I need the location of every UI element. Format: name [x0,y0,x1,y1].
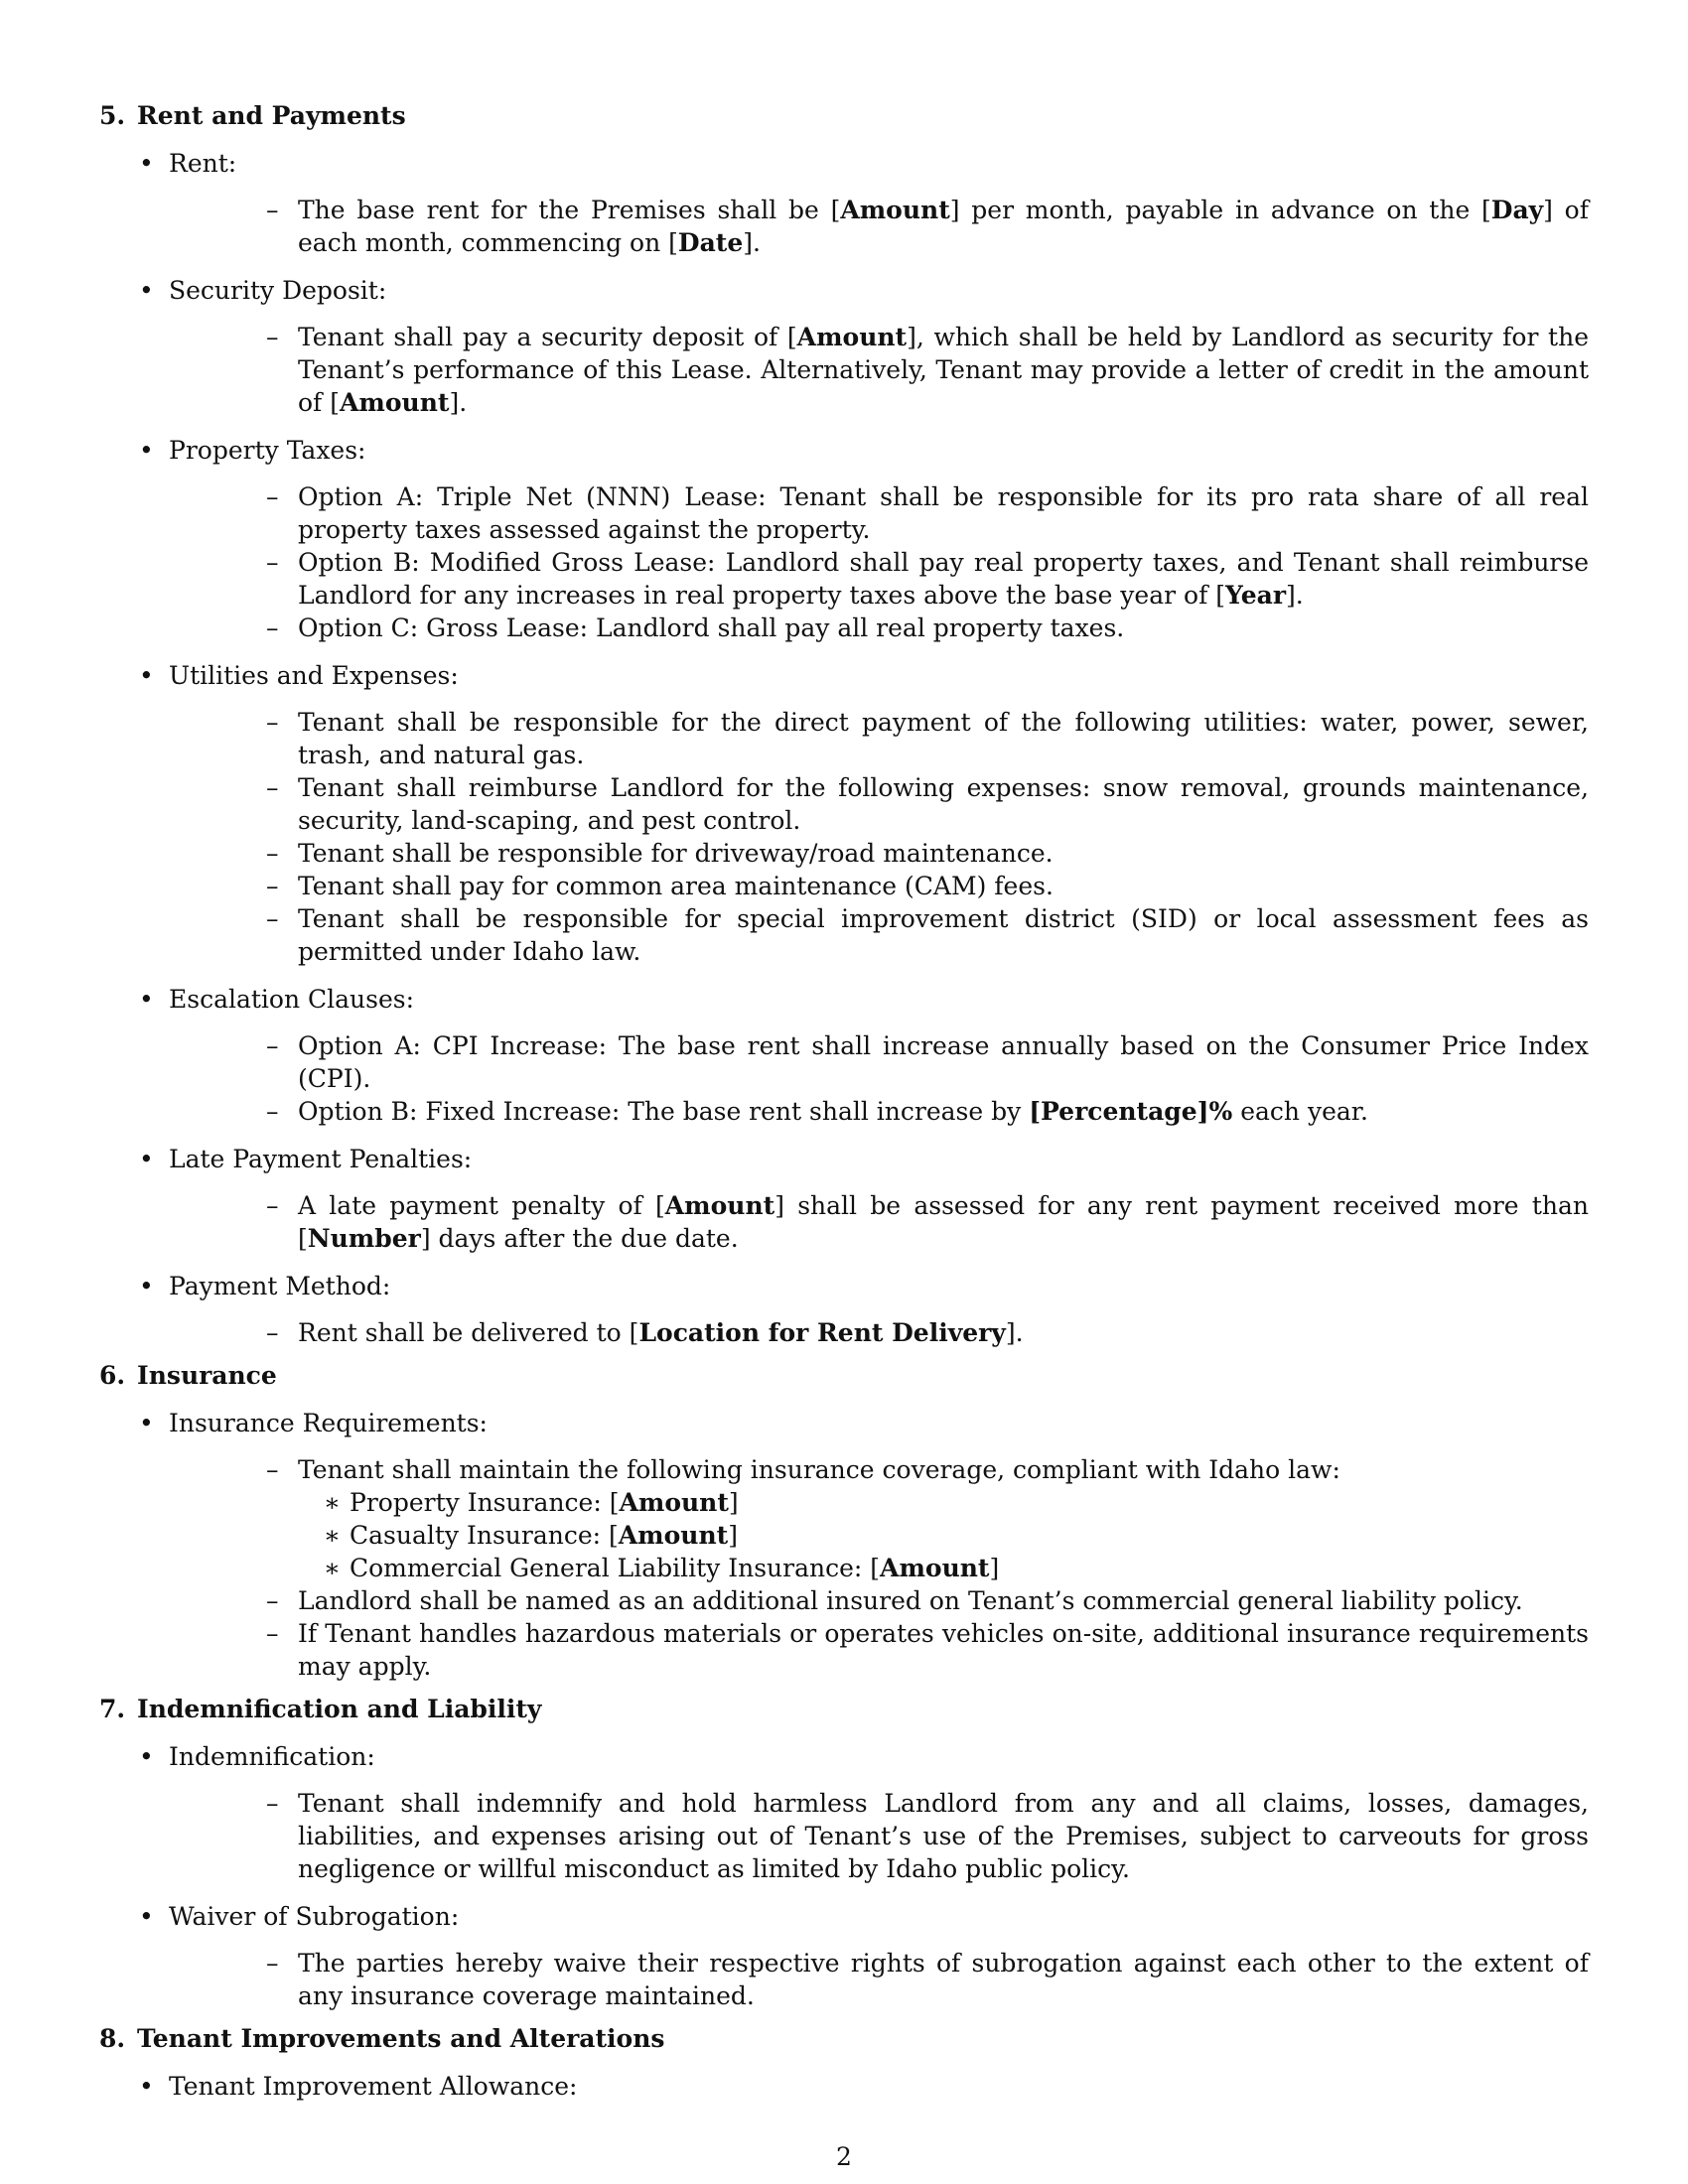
sub-sub-item [169,1519,1589,1552]
sub-list [169,1453,1589,1683]
list-item-property-taxes [99,434,1589,644]
text: Tenant shall maintain the following insurance coverage, compliant with Idaho law: [298,1455,1340,1484]
sub-item [169,1584,1589,1617]
text: Option C: Gross Lease: Landlord shall pay all real property taxes. [298,614,1125,642]
bullet-icon: • [139,276,154,305]
sub-list [169,480,1589,644]
text: Tenant shall be responsible for the direct payment of the following utilities: water, power, sewer, trash, and natural gas. [298,708,1589,769]
asterisk-bullet-icon: ∗ [324,1521,341,1550]
text: If Tenant handles hazardous materials or operates vehicles on-site, additional insurance requirements may apply. [298,1619,1589,1681]
sub-item [169,480,1589,546]
text: Commercial General Liability Insurance: [ [350,1554,881,1582]
text: Option B: Modified Gross Lease: Landlord shall pay real property taxes, and Tenant shall reimburse Landlord for any increases in real property taxes above the base year of [ [298,548,1589,610]
text: Tenant shall pay for common area maintenance (CAM) fees. [298,872,1054,900]
section-title: Rent and Payments [137,101,406,130]
item-label: Tenant Improvement Allowance: [169,2072,578,2101]
item-label: Waiver of Subrogation: [169,1902,460,1931]
text: ] per month, payable in advance on the [ [949,196,1491,224]
text: each year. [1232,1097,1368,1126]
bullet-icon: • [139,2072,154,2101]
sub-item [169,194,1589,259]
asterisk-bullet-icon: ∗ [324,1488,341,1517]
sub-sub-item [169,1552,1589,1584]
dash-icon: – [266,1318,279,1347]
dash-icon: – [266,1789,279,1818]
text: Casualty Insurance: [ [350,1521,619,1550]
item-label: Rent: [169,149,237,178]
dash-icon: – [266,1586,279,1615]
placeholder-field: Year [1225,581,1286,610]
text: The parties hereby waive their respective rights of subrogation against each other to the extent of any insurance coverage maintained. [298,1949,1589,2010]
dash-icon: – [266,1191,279,1220]
text: ]. [743,228,761,257]
item-label: Late Payment Penalties: [169,1145,473,1173]
dash-icon: – [266,1455,279,1484]
sub-item [169,546,1589,612]
bullet-icon: • [139,1902,154,1931]
page-number: 2 [836,2142,852,2171]
dash-icon: – [266,1949,279,1978]
text: The base rent for the Premises shall be [ [298,196,841,224]
section-indemnification-and-liability [99,1693,1589,2012]
dash-icon: – [266,482,279,511]
dash-icon: – [266,1097,279,1126]
text: Tenant shall be responsible for special improvement district (SID) or local assessment fees as permitted under Idaho law. [298,904,1589,966]
placeholder-field: [Percentage]% [1029,1097,1233,1126]
placeholder-field: Amount [840,196,950,224]
item-label: Utilities and Expenses: [169,661,459,690]
placeholder-field: Day [1490,196,1544,224]
text: Option A: Triple Net (NNN) Lease: Tenant shall be responsible for its pro rata share of all real property taxes assessed against the property. [298,482,1589,544]
text: Option B: Fixed Increase: The base rent shall increase by [298,1097,1030,1126]
sub-item [169,1453,1589,1486]
bullet-icon: • [139,1409,154,1437]
section-heading [99,99,1589,132]
sub-item [169,1617,1589,1683]
placeholder-field: Date [677,228,744,257]
sub-item [169,902,1589,968]
text: Landlord shall be named as an additional insured on Tenant’s commercial general liability policy. [298,1586,1523,1615]
placeholder-field: Number [307,1224,421,1253]
section-heading [99,1359,1589,1392]
bullet-icon: • [139,149,154,178]
item-label: Security Deposit: [169,276,387,305]
section-number: 5. [99,101,126,130]
list-item-improvement-allowance [99,2070,1589,2103]
sub-item [169,1316,1589,1349]
dash-icon: – [266,548,279,577]
sub-list [169,1029,1589,1128]
text: ] days after the due date. [420,1224,739,1253]
dash-icon: – [266,904,279,933]
section-title: Indemnification and Liability [137,1695,542,1723]
sub-item [169,1189,1589,1255]
text: Tenant shall indemnify and hold harmless Landlord from any and all claims, losses, damages, liabilities, and expenses arising out of Tenant’s use of the Premises, subject to carveouts for gross negligence or willful misconduct as limited by Idaho public policy. [298,1789,1589,1883]
section-title: Tenant Improvements and Alterations [137,2024,665,2053]
placeholder-field: Amount [619,1488,729,1517]
sub-item [169,837,1589,870]
item-label: Escalation Clauses: [169,985,415,1014]
text: ] [728,1521,738,1550]
text: ], which shall be held by Landlord as security for the Tenant’s performance of this Lease. Alternatively, Tenant may provide a letter of credit in the amount of [ [298,323,1589,417]
item-label: Payment Method: [169,1272,391,1300]
section-insurance [99,1359,1589,1683]
sub-list [169,1189,1589,1255]
text: ]. [449,388,468,417]
section-rent-and-payments [99,99,1589,1349]
list-item-utilities [99,659,1589,968]
list-item-security-deposit [99,274,1589,419]
text: ]. [1286,581,1304,610]
sub-list [169,321,1589,419]
list-item-rent [99,147,1589,259]
sub-item [169,706,1589,771]
sub-item [169,1947,1589,2012]
text: ] [728,1488,739,1517]
section-tenant-improvements [99,2022,1589,2103]
dash-icon: – [266,196,279,224]
text: ] shall be assessed for any rent payment received more than [ [298,1191,1589,1253]
sub-sub-item [169,1486,1589,1519]
list-item-escalation [99,983,1589,1128]
text: Option A: CPI Increase: The base rent shall increase annually based on the Consumer Price Index (CPI). [298,1031,1589,1093]
sub-list [169,194,1589,259]
dash-icon: – [266,708,279,737]
dash-icon: – [266,1619,279,1648]
placeholder-field: Amount [664,1191,775,1220]
sub-item [169,771,1589,837]
dash-icon: – [266,323,279,351]
sub-item [169,321,1589,419]
list-item-indemnification [99,1740,1589,1885]
section-title: Insurance [137,1361,277,1390]
text: Tenant shall be responsible for driveway/road maintenance. [298,839,1054,868]
sub-list [169,706,1589,968]
bullet-icon: • [139,661,154,690]
item-label: Property Taxes: [169,436,366,465]
section-number: 6. [99,1361,126,1390]
dash-icon: – [266,1031,279,1060]
text: ] of each month, commencing on [ [298,196,1589,257]
list-item-waiver-of-subrogation [99,1900,1589,2012]
bullet-icon: • [139,1742,154,1771]
dash-icon: – [266,872,279,900]
item-label: Indemnification: [169,1742,375,1771]
sub-item [169,1787,1589,1885]
text: ] [989,1554,1000,1582]
placeholder-field: Amount [618,1521,729,1550]
bullet-icon: • [139,1272,154,1300]
text: Rent shall be delivered to [ [298,1318,639,1347]
list-item-insurance-requirements [99,1407,1589,1683]
sub-list [169,1947,1589,2012]
text: Property Insurance: [ [350,1488,620,1517]
bullet-icon: • [139,1145,154,1173]
dash-icon: – [266,614,279,642]
placeholder-field: Location for Rent Delivery [638,1318,1006,1347]
section-heading [99,1693,1589,1725]
text: Tenant shall reimburse Landlord for the following expenses: snow removal, grounds maintenance, security, land-scaping, and pest control. [298,773,1589,835]
sub-item [169,1095,1589,1128]
item-label: Insurance Requirements: [169,1409,488,1437]
list-item-late-payment [99,1143,1589,1255]
placeholder-field: Amount [340,388,450,417]
placeholder-field: Amount [880,1554,990,1582]
asterisk-bullet-icon: ∗ [324,1554,341,1582]
dash-icon: – [266,839,279,868]
list-item-payment-method [99,1270,1589,1349]
bullet-icon: • [139,436,154,465]
document-body [99,99,1589,2103]
sub-item [169,1029,1589,1095]
text: ]. [1005,1318,1024,1347]
sub-list [169,1787,1589,1885]
dash-icon: – [266,773,279,802]
text: Tenant shall pay a security deposit of [ [298,323,797,351]
text: A late payment penalty of [ [298,1191,665,1220]
section-heading [99,2022,1589,2055]
section-number: 7. [99,1695,126,1723]
section-number: 8. [99,2024,126,2053]
sub-item [169,612,1589,644]
bullet-icon: • [139,985,154,1014]
sub-item [169,870,1589,902]
placeholder-field: Amount [796,323,908,351]
sub-list [169,1316,1589,1349]
